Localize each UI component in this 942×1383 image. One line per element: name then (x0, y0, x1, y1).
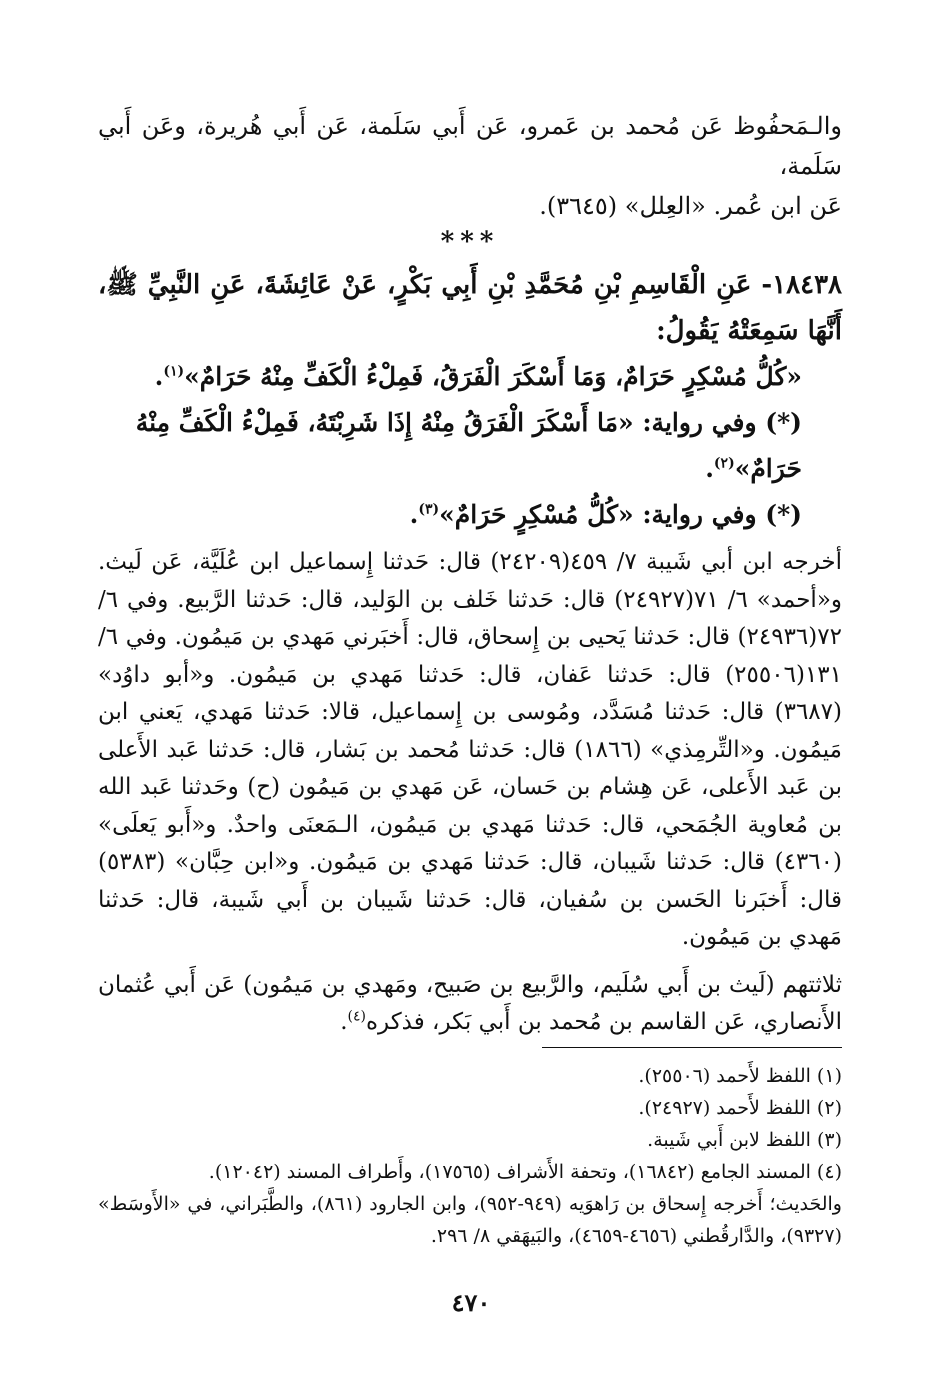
footnote-ref-3: (٣) (418, 501, 440, 518)
intro-line-2: عَن ابن عُمر. «العِلل» (٣٦٤٥). (539, 192, 842, 220)
final-text: ثلاثتهم (لَيث بن أَبي سُلَيم، والرَّبيع بن صَبيح، ومَهدي بن مَيمُون) عَن أَبي عُثمان الأَنصاري، عَن القاسم بن مُحمد بن أَبي بَكر، فذكره (98, 971, 842, 1035)
footnote-ref-2: (٢) (713, 455, 735, 472)
intro-text (98, 106, 842, 226)
hadith-quote-3: (*) وفي رواية: «كُلُّ مُسْكِرٍ حَرَامٌ»$^{(٣)}$. (409, 500, 802, 529)
footnote-3: (٣) اللفظ لابن أَبي شَيبة. (647, 1129, 842, 1151)
footnote-ref-4: (٤) (347, 1008, 366, 1025)
footnote-4: (٤) المسند الجامع (١٦٨٤٢)، وتحفة الأَشراف (١٧٥٦٥)، وأَطراف المسند (١٢٠٤٢). (208, 1161, 842, 1183)
final-end: . (340, 1009, 348, 1035)
takhrij-paragraph: أخرجه ابن أبي شَيبة ٧/ ٤٥٩(٢٤٢٠٩) قال: حَدثنا إِسماعيل ابن عُلَيَّة، عَن لَيث. و«أحمد» ٦/ ٧١(٢٤٩٢٧) قال: حَدثنا خَلف بن الوَليد، قال: حَدثنا الرَّبيع. وفي ٦/ ٧٢(٢٤٩٣٦) قال: حَدثنا يَحيى بن إِسحاق، قال: أَخبَرني مَهدي بن مَيمُون. وفي ٦/ ١٣١(٢٥٥٠٦) قال: حَدثنا عَفان، قال: حَدثنا مَهدي بن مَيمُون. و«أبو داوُد» (٣٦٨٧) قال: حَدثنا مُسَدَّد، ومُوسى بن إِسماعيل، قالا: حَدثنا مَهدي، يَعني ابن مَيمُون. و«التِّرمِذي» (١٨٦٦) قال: حَدثنا مُحمد بن بَشار، قال: حَدثنا عَبد الأَعلى بن عَبد الأَعلى، عَن هِشام بن حَسان، عَن مَهدي بن مَيمُون (ح) وحَدثنا عَبد الله بن مُعاوية الجُمَحي، قال: حَدثنا مَهدي بن مَيمُون، الـمَعنَى واحدٌ. و«أَبو يَعلَى» (٤٣٦٠) قال: حَدثنا شَيبان، قال: حَدثنا مَهدي بن مَيمُون. و«ابن حِبَّان» (٥٣٨٣) قال: أَخبَرنا الحَسن بن سُفيان، قال: حَدثنا شَيبان بن أَبي شَيبة، قال: حَدثنا مَهدي بن مَيمُون. (98, 549, 843, 950)
footnotes (98, 1060, 842, 1252)
footnote-ref-1: (١) (163, 363, 185, 380)
footnote-4-continuation: والحَديث؛ أَخرجه إِسحاق بن رَاهوَيه (٩٤٩-٩٥٢)، وابن الجارود (٨٦١)، والطَّبَراني، في «الأَوسَط» (٩٣٢٧)، والدَّارقُطني (٤٦٥٦-٤٦٥٩)، والبَيهَقي ٨/ ٢٩٦. (98, 1193, 842, 1247)
section-separator: *** (440, 227, 500, 257)
final-paragraph (98, 967, 842, 1042)
footnote-1: (١) اللفظ لأَحمد (٢٥٥٠٦). (638, 1065, 842, 1087)
hadith-heading: ١٨٤٣٨- عَنِ الْقَاسِمِ بْنِ مُحَمَّدِ بْنِ أَبِي بَكْرٍ، عَنْ عَائِشَةَ، عَنِ النَّبِيِّ ﷺ، أَنَّهَا سَمِعَتْهُ يَقُولُ: (98, 270, 842, 346)
page-number: ٤٧٠ (451, 1288, 491, 1317)
hadith-quote-1: «كُلُّ مُسْكِرٍ حَرَامٌ، وَمَا أَسْكَرَ الْفَرَقُ، فَمِلْءُ الْكَفِّ مِنْهُ حَرَامٌ»$^{(١)}$. (154, 362, 802, 391)
intro-line-1: والـمَحفُوظ عَن مُحمد بن عَمرو، عَن أَبي سَلَمة، عَن أَبي هُريرة، وعَن أَبي سَلَمة، (98, 112, 842, 180)
quote-1-text: «كُلُّ مُسْكِرٍ حَرَامٌ، وَمَا أَسْكَرَ الْفَرَقُ، فَمِلْءُ الْكَفِّ مِنْهُ حَرَامٌ» (184, 362, 802, 391)
quote-3-text: (*) وفي رواية: «كُلُّ مُسْكِرٍ حَرَامٌ» (439, 500, 802, 529)
quote-2-text: (*) وفي رواية: «مَا أَسْكَرَ الْفَرَقُ مِنْهُ إِذَا شَرِبْتَهُ، فَمِلْءُ الْكَفِّ مِنْهُ حَرَامٌ» (135, 408, 802, 483)
hadith-quote-2: (*) وفي رواية: «مَا أَسْكَرَ الْفَرَقُ مِنْهُ إِذَا شَرِبْتَهُ، فَمِلْءُ الْكَفِّ مِنْهُ حَرَامٌ»$^{(٢)}$. (135, 408, 802, 483)
footnote-divider (542, 1047, 842, 1048)
footnote-2: (٢) اللفظ لأَحمد (٢٤٩٢٧). (638, 1097, 842, 1119)
